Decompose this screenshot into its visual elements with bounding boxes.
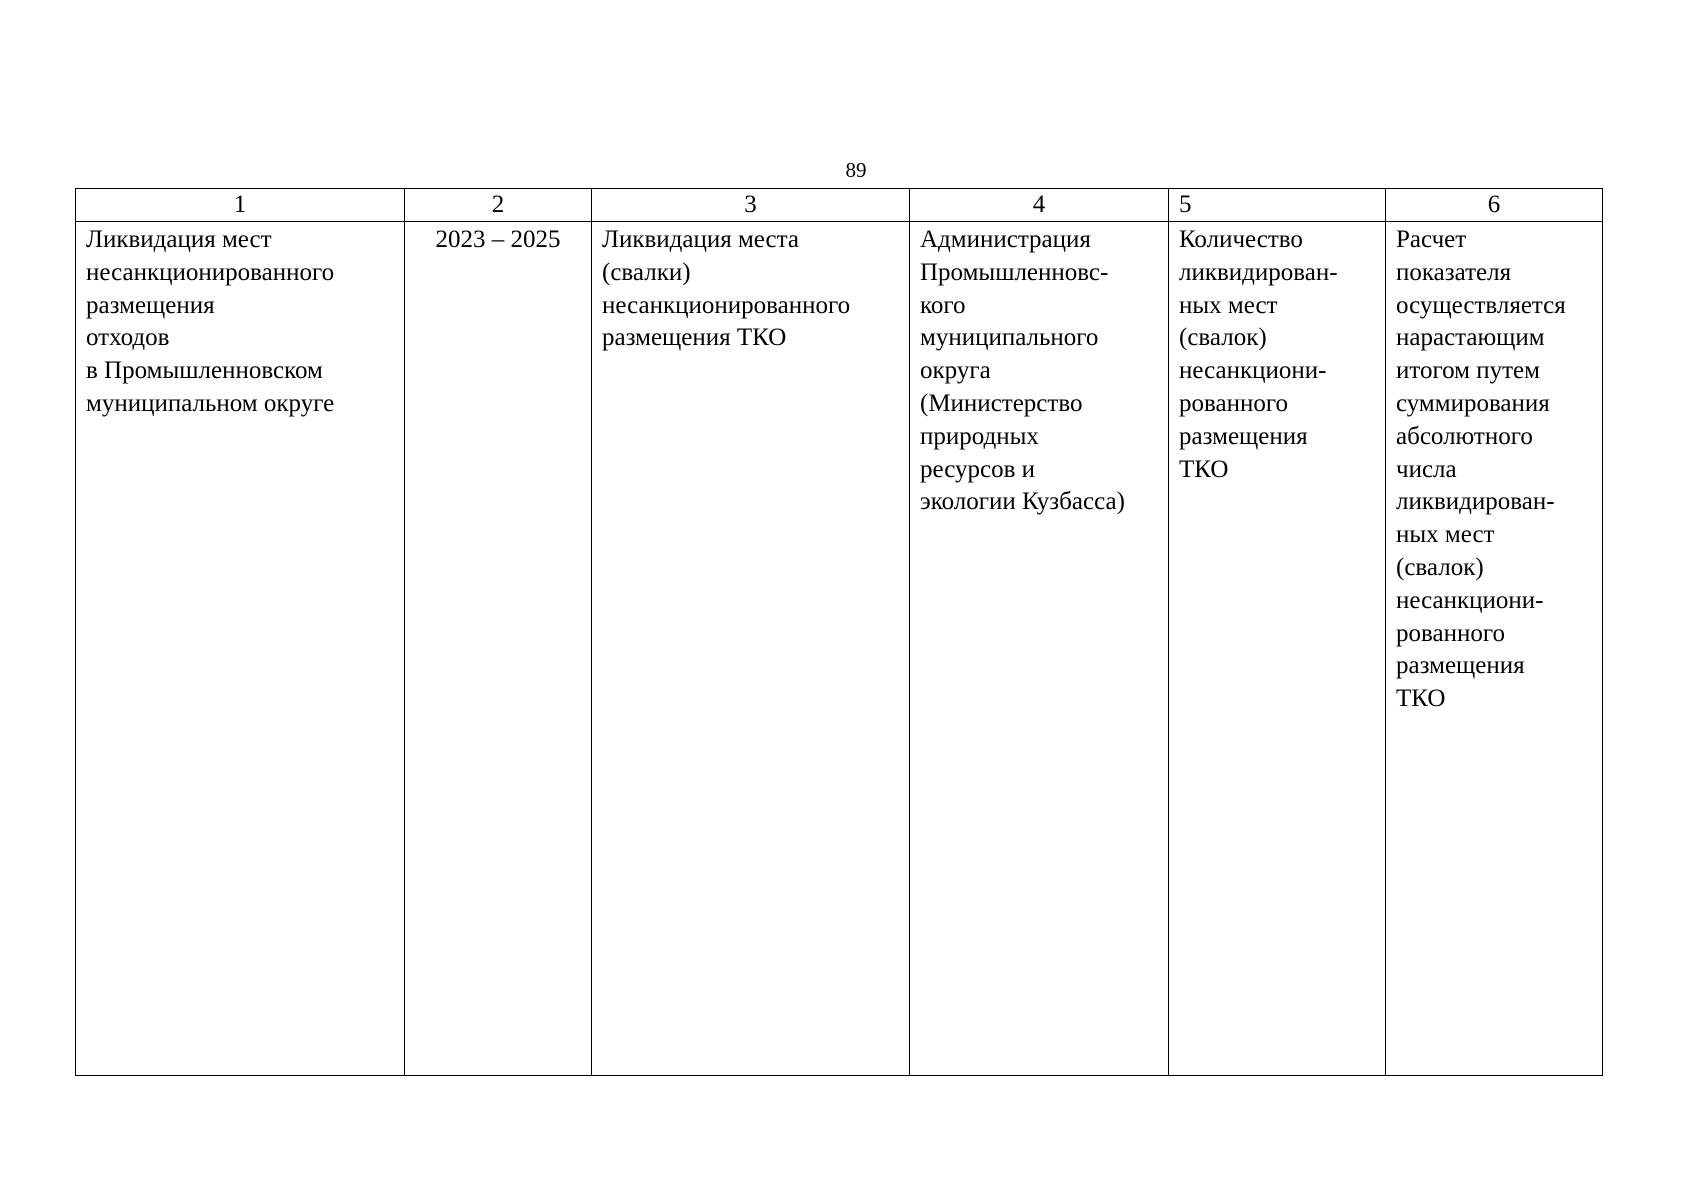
cell-line: нарастающим	[1396, 324, 1545, 352]
cell-line: числа	[1396, 455, 1457, 483]
cell-line: ликвидирован-	[1396, 488, 1555, 516]
table-header-row	[76, 189, 1603, 222]
cell-line: ных мест	[1179, 291, 1278, 319]
cell-line: (свалки)	[602, 258, 691, 286]
column-header-1: 1	[76, 189, 405, 222]
cell-line: ТКО	[1396, 685, 1446, 713]
column-header-4: 4	[910, 189, 1169, 222]
cell-line: ных мест	[1396, 521, 1495, 549]
cell-line: (свалок)	[1396, 553, 1484, 581]
cell-line: ликвидирован-	[1179, 258, 1338, 286]
cell-line: Ликвидация мест	[86, 226, 272, 253]
cell-line: размещения	[1396, 652, 1525, 680]
cell-line: экологии Кузбасса)	[920, 488, 1125, 516]
column-header-2: 2	[405, 189, 592, 222]
cell-line: ресурсов и	[920, 455, 1036, 483]
cell-indicator	[1169, 222, 1386, 1076]
cell-line: природных	[920, 422, 1039, 450]
table-row	[76, 222, 1603, 1076]
cell-line: итогом путем	[1396, 357, 1540, 385]
cell-line: размещения	[86, 291, 215, 319]
cell-line: несанкциони-	[1179, 357, 1327, 385]
cell-line: размещения ТКО	[602, 324, 787, 352]
cell-line: абсолютного	[1396, 422, 1533, 450]
cell-result	[592, 222, 910, 1076]
cell-line: Администрация	[920, 226, 1091, 253]
cell-calculation-method	[1386, 222, 1603, 1076]
cell-line: Ликвидация места	[602, 226, 799, 253]
cell-line: ТКО	[1179, 455, 1229, 483]
cell-responsible	[910, 222, 1169, 1076]
cell-line: Количество	[1179, 226, 1303, 253]
cell-line: суммирования	[1396, 389, 1550, 417]
cell-line: 2023 – 2025	[435, 226, 561, 253]
cell-line: осуществляется	[1396, 291, 1566, 319]
cell-line: показателя	[1396, 258, 1512, 286]
cell-line: рованного	[1396, 619, 1505, 647]
cell-line: размещения	[1179, 422, 1308, 450]
cell-line: муниципальном округе	[86, 389, 335, 417]
cell-period	[405, 222, 592, 1076]
column-header-5: 5	[1169, 189, 1386, 222]
page-number: 89	[845, 158, 867, 182]
cell-line: Промышленновс-	[920, 258, 1109, 286]
cell-line: Расчет	[1396, 226, 1467, 253]
cell-line: несанкционированного	[86, 258, 335, 286]
column-header-6: 6	[1386, 189, 1603, 222]
cell-line: в Промышленновском	[86, 357, 323, 385]
column-header-3: 3	[592, 189, 910, 222]
cell-line: кого	[920, 291, 966, 319]
cell-measure-name	[76, 222, 405, 1076]
cell-line: округа	[920, 357, 991, 385]
cell-line: несанкциони-	[1396, 586, 1544, 614]
cell-line: несанкционированного	[602, 291, 851, 319]
indicator-table	[75, 188, 1603, 1076]
cell-line: муниципального	[920, 324, 1099, 352]
cell-line: (Министерство	[920, 389, 1083, 417]
cell-line: отходов	[86, 324, 170, 352]
cell-line: (свалок)	[1179, 324, 1267, 352]
cell-line: рованного	[1179, 389, 1288, 417]
